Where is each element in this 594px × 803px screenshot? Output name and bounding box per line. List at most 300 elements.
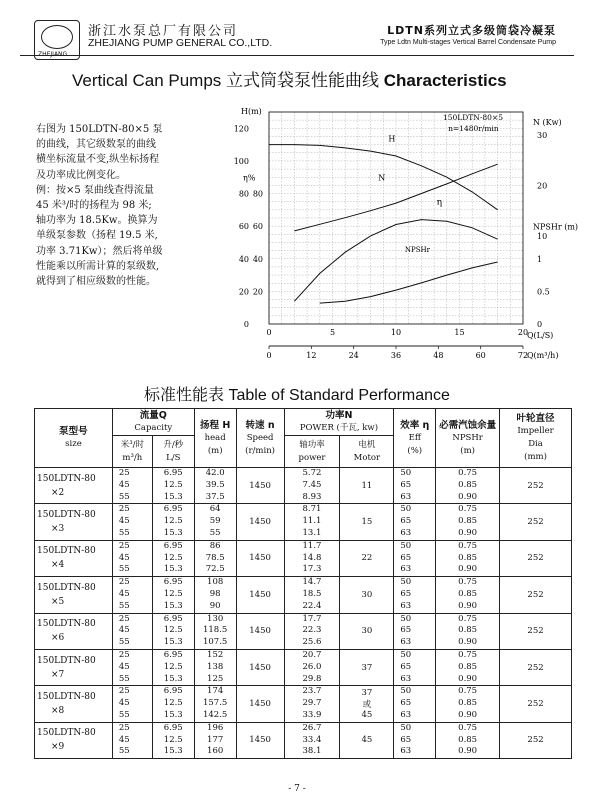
h-value: 64: [209, 504, 221, 515]
h-value: 86: [209, 540, 221, 551]
model-name: 150LDTN-80: [37, 692, 96, 703]
npsh-value: 0.85: [458, 698, 478, 709]
cell-p: [284, 540, 340, 576]
cell-p: [284, 686, 340, 722]
head-curve-label: H: [388, 134, 396, 144]
eff-value: 50: [400, 649, 412, 660]
h-tick-label: 0: [243, 320, 249, 329]
q-value: 25: [118, 504, 130, 515]
impeller-unit: (mm): [524, 452, 547, 462]
table-row: [35, 468, 572, 504]
n-tick-label: 20: [537, 181, 548, 191]
p-value: 33.4: [302, 734, 322, 745]
cell-ls: [152, 577, 194, 613]
cell-n: [236, 540, 284, 576]
eff-value: 63: [400, 637, 412, 648]
q-value: 55: [118, 564, 130, 575]
ls-value: 12.5: [163, 479, 183, 490]
cell-n: [236, 686, 284, 722]
header-divider: [20, 55, 574, 56]
d-value: 252: [527, 699, 544, 710]
shaft-label-en: power: [298, 452, 326, 463]
cell-q: [112, 540, 152, 576]
table-title: 标准性能表 Table of Standard Performance: [144, 387, 450, 404]
p-value: 33.9: [302, 709, 322, 720]
npsh-value: 0.85: [458, 552, 478, 563]
cell-npsh: [436, 468, 500, 504]
cell-motor: [340, 577, 394, 613]
p-value: 18.5: [302, 588, 322, 599]
eta-tick-label: 80: [252, 189, 263, 199]
speed-label-cn: 转速 n: [245, 419, 275, 431]
ls-value: 12.5: [163, 552, 183, 563]
d-value: 252: [527, 626, 544, 637]
table-row: [35, 613, 572, 649]
npsh-value: 0.90: [458, 564, 478, 575]
table-row: [35, 649, 572, 685]
cell-q: [112, 577, 152, 613]
h-tick-label: 100: [233, 156, 249, 166]
eff-value: 50: [400, 722, 412, 733]
npsh-value: 0.90: [458, 637, 478, 648]
x-m3h-tick-label: 12: [306, 351, 317, 360]
table-row: [35, 504, 572, 540]
speed-unit: (r/min): [245, 445, 275, 456]
head-unit: (m): [207, 445, 223, 456]
p-value: 17.7: [302, 613, 322, 624]
npshr-tick-label: 0: [537, 320, 543, 329]
impeller-label-en2: Dia: [528, 439, 543, 449]
m3h-label-en: m³/h: [122, 452, 143, 463]
q-value: 25: [118, 468, 130, 478]
eff-value: 65: [400, 625, 412, 636]
cell-p: [284, 649, 340, 685]
h-value: 90: [209, 600, 221, 611]
eff-value: 65: [400, 734, 412, 745]
x-ls-tick-label: 0: [266, 328, 272, 337]
eff-value: 63: [400, 564, 412, 575]
x-ls-tick-label: 15: [454, 328, 465, 337]
q-value: 55: [118, 673, 130, 684]
cell-n: [236, 722, 284, 758]
h-tick-label: 80: [238, 189, 249, 199]
eta-tick-label: 60: [252, 222, 263, 232]
npsh-value: 0.85: [458, 516, 478, 527]
ls-value: 15.3: [163, 673, 183, 684]
cell-h: [194, 613, 236, 649]
ls-value: 12.5: [163, 625, 183, 636]
npsh-value: 0.90: [458, 527, 478, 538]
impeller-label-en: Impeller: [517, 426, 554, 436]
motor-value: 30: [361, 589, 373, 600]
ls-value: 6.95: [163, 649, 183, 660]
h-value: 39.5: [205, 479, 225, 490]
cell-d: [500, 540, 572, 576]
company-logo: [34, 20, 80, 60]
cell-motor: [340, 468, 394, 504]
note-line: 45 米³/时的扬程为 98 米;: [36, 200, 152, 212]
npsh-value: 0.85: [458, 734, 478, 745]
ls-value: 6.95: [163, 613, 183, 624]
n-axis-label: N (Kw): [533, 118, 562, 128]
eff-value: 63: [400, 673, 412, 684]
cell-eff: [394, 577, 436, 613]
eff-unit: (%): [407, 445, 423, 456]
col-eff: [394, 409, 436, 468]
q-value: 55: [118, 637, 130, 648]
cell-d: [500, 577, 572, 613]
model-name: 150LDTN-80: [37, 619, 96, 630]
model-stages: ×6: [51, 633, 65, 644]
col-flow-m3h: [112, 436, 152, 468]
npsh-value: 0.75: [458, 468, 478, 478]
d-value: 252: [527, 517, 544, 528]
eff-value: 63: [400, 600, 412, 611]
cell-eff: [394, 468, 436, 504]
eff-value: 50: [400, 504, 412, 515]
n-tick-label: 30: [537, 130, 548, 140]
eta-tick-label: 20: [252, 287, 263, 297]
model-name: 150LDTN-80: [37, 473, 96, 484]
eff-label-en: Eff: [408, 432, 421, 443]
npsh-value: 0.75: [458, 722, 478, 733]
col-model: [35, 409, 113, 468]
eta-axis-label: η%: [243, 173, 256, 183]
cell-model: [35, 577, 113, 613]
cell-npsh: [436, 613, 500, 649]
logo-caption: ZHEJIANG: [38, 51, 68, 58]
note-line: 右图为 150LDTN-80×5 泵: [36, 124, 163, 135]
cell-model: [35, 468, 113, 504]
table-row: [35, 540, 572, 576]
model-stages: ×7: [51, 669, 65, 680]
eff-label-cn: 效率 η: [400, 419, 430, 431]
impeller-label-cn: 叶轮直径: [516, 413, 555, 424]
n-value: 1450: [249, 626, 271, 637]
p-value: 8.93: [302, 491, 322, 502]
power-label-en: POWER (千瓦, kw): [299, 423, 379, 433]
note-line: 功率 3.71Kw）；然后将单级: [36, 245, 163, 257]
cell-ls: [152, 613, 194, 649]
ls-label-cn: 升/秒: [163, 439, 184, 450]
note-line: 及功率成比例变化。: [36, 169, 126, 181]
q-value: 45: [118, 625, 130, 636]
ls-value: 6.95: [163, 540, 183, 551]
efficiency-curve-label: η: [436, 197, 443, 208]
m3h-label-cn: 米³/时: [120, 439, 144, 450]
chart-explanation: [36, 122, 226, 289]
model-label-cn: 泵型号: [59, 426, 88, 437]
h-value: 107.5: [202, 637, 228, 648]
h-value: 98: [209, 588, 221, 599]
q-value: 45: [118, 479, 130, 490]
section-title: [72, 66, 507, 91]
cell-q: [112, 468, 152, 504]
npsh-value: 0.75: [458, 540, 478, 551]
cell-d: [500, 613, 572, 649]
note-line: 轴功率为 18.5Kw。换算为: [36, 215, 158, 227]
eff-value: 65: [400, 661, 412, 672]
ls-value: 15.3: [163, 709, 183, 720]
npsh-value: 0.85: [458, 661, 478, 672]
cell-npsh: [436, 540, 500, 576]
cell-h: [194, 504, 236, 540]
ls-value: 12.5: [163, 661, 183, 672]
model-name: 150LDTN-80: [37, 546, 96, 557]
power-curve-label: N: [378, 173, 386, 183]
q-value: 55: [118, 600, 130, 611]
cell-ls: [152, 540, 194, 576]
page-header: [0, 0, 594, 62]
x-m3h-tick-label: 0: [266, 351, 272, 360]
d-value: 252: [527, 662, 544, 673]
cell-h: [194, 686, 236, 722]
n-value: 1450: [249, 699, 271, 710]
model-name: 150LDTN-80: [37, 510, 96, 521]
col-head: [194, 409, 236, 468]
h-value: 108: [207, 577, 224, 588]
motor-value: 45: [361, 735, 373, 746]
q-value: 45: [118, 661, 130, 672]
note-line: 的曲线，其它级数泵的曲线: [36, 139, 156, 151]
model-stages: ×3: [51, 524, 65, 535]
p-value: 20.7: [302, 649, 322, 660]
h-value: 160: [207, 746, 224, 757]
ls-value: 12.5: [163, 588, 183, 599]
cell-model: [35, 540, 113, 576]
cell-d: [500, 649, 572, 685]
legend-speed: n=1480r/min: [448, 124, 499, 133]
cell-n: [236, 468, 284, 504]
x-m3h-tick-label: 24: [348, 351, 359, 360]
company-name-cn: 浙江水泵总厂有限公司: [88, 24, 239, 39]
h-axis-label: H(m): [241, 107, 262, 116]
h-tick-label: 60: [238, 222, 249, 232]
motor-value: 11: [361, 480, 373, 491]
model-name: 150LDTN-80: [37, 728, 96, 739]
motor-value: 22: [361, 553, 373, 564]
cell-d: [500, 504, 572, 540]
x-m3h-axis-label: Q(m³/h): [527, 351, 559, 360]
cell-motor: [340, 540, 394, 576]
h-value: 78.5: [205, 552, 225, 563]
x-m3h-tick-label: 36: [390, 351, 402, 360]
col-flow: [112, 409, 194, 436]
cell-ls: [152, 649, 194, 685]
x-ls-tick-label: 5: [329, 328, 336, 337]
col-power: [284, 409, 394, 436]
x-ls-axis-label: Q(L/S): [527, 331, 554, 340]
q-value: 25: [118, 577, 130, 588]
h-tick-label: 120: [233, 124, 249, 134]
eff-value: 65: [400, 552, 412, 563]
ls-value: 12.5: [163, 734, 183, 745]
motor-value: 15: [361, 517, 373, 528]
eff-value: 50: [400, 577, 412, 588]
h-value: 142.5: [202, 709, 228, 720]
n-value: 1450: [249, 735, 271, 746]
section-title-en: Vertical Can Pumps: [72, 71, 222, 90]
eff-value: 63: [400, 491, 412, 502]
h-value: 138: [207, 661, 224, 672]
npsh-value: 0.85: [458, 479, 478, 490]
cell-ls: [152, 504, 194, 540]
h-value: 174: [207, 686, 224, 697]
eff-value: 63: [400, 527, 412, 538]
p-value: 22.3: [302, 625, 322, 636]
eff-value: 65: [400, 516, 412, 527]
n-value: 1450: [249, 589, 271, 600]
pump-logo-icon: [41, 25, 73, 49]
cell-n: [236, 613, 284, 649]
cell-p: [284, 504, 340, 540]
cell-eff: [394, 613, 436, 649]
cell-p: [284, 577, 340, 613]
p-value: 8.71: [302, 504, 322, 515]
head-label-cn: 扬程 H: [200, 419, 231, 431]
motor-value: 30: [361, 626, 373, 637]
d-value: 252: [527, 553, 544, 564]
cell-eff: [394, 722, 436, 758]
cell-ls: [152, 722, 194, 758]
q-value: 45: [118, 588, 130, 599]
model-stages: ×8: [51, 706, 65, 717]
series-title-cn: LDTN系列立式多级筒袋冷凝泵: [387, 24, 556, 37]
model-name: 150LDTN-80: [37, 655, 96, 666]
ls-value: 6.95: [163, 504, 183, 515]
npsh-value: 0.90: [458, 746, 478, 757]
x-ls-tick-label: 20: [517, 328, 529, 337]
h-value: 42.0: [205, 468, 225, 478]
cell-q: [112, 613, 152, 649]
npshr-label-cn: 必需汽蚀余量: [439, 419, 497, 431]
motor-label-cn: 电机: [358, 439, 376, 450]
x-m3h-tick-label: 48: [433, 351, 444, 360]
cell-d: [500, 722, 572, 758]
cell-motor: [340, 686, 394, 722]
q-value: 25: [118, 613, 130, 624]
cell-npsh: [436, 649, 500, 685]
q-value: 45: [118, 698, 130, 709]
cell-motor: [340, 649, 394, 685]
ls-value: 6.95: [163, 722, 183, 733]
cell-q: [112, 504, 152, 540]
model-stages: ×5: [51, 596, 65, 607]
cell-p: [284, 722, 340, 758]
eff-value: 63: [400, 709, 412, 720]
d-value: 252: [527, 735, 544, 746]
shaft-label-cn: 轴功率: [299, 439, 325, 450]
p-value: 14.7: [302, 577, 322, 588]
eff-value: 65: [400, 698, 412, 709]
cell-npsh: [436, 577, 500, 613]
n-value: 1450: [249, 553, 271, 564]
d-value: 252: [527, 480, 544, 491]
n-value: 1450: [249, 480, 271, 491]
motor-label-en: Motor: [353, 452, 381, 463]
flow-label-en: Capacity: [134, 423, 173, 433]
h-value: 130: [207, 613, 224, 624]
npshr-label-en: NPSHr: [452, 432, 483, 443]
section-title-en2: Characteristics: [383, 71, 507, 90]
cell-q: [112, 649, 152, 685]
series-title-en: Type Ldtn Multi-stages Vertical Barrel Condensate Pump: [380, 39, 556, 46]
h-value: 152: [207, 649, 224, 660]
npsh-value: 0.75: [458, 504, 478, 515]
eta-tick-label: 40: [252, 254, 263, 264]
cell-eff: [394, 540, 436, 576]
q-value: 25: [118, 686, 130, 697]
cell-h: [194, 577, 236, 613]
p-value: 11.1: [302, 516, 322, 527]
cell-h: [194, 468, 236, 504]
npsh-value: 0.75: [458, 577, 478, 588]
ls-value: 15.3: [163, 637, 183, 648]
flow-label-cn: 流量Q: [139, 410, 167, 421]
model-stages: ×4: [51, 560, 65, 571]
q-value: 25: [118, 540, 130, 551]
npshr-tick-label: 1: [537, 254, 543, 264]
note-line: 单级泵参数（扬程 19.5 米,: [36, 230, 158, 242]
x-ls-tick-label: 10: [390, 328, 402, 337]
p-value: 17.3: [302, 564, 322, 575]
h-value: 157.5: [202, 698, 228, 709]
n-value: 1450: [249, 517, 271, 528]
ls-value: 12.5: [163, 698, 183, 709]
ls-value: 6.95: [163, 577, 183, 588]
table-row: [35, 722, 572, 758]
cell-p: [284, 468, 340, 504]
cell-n: [236, 504, 284, 540]
npsh-value: 0.75: [458, 613, 478, 624]
cell-model: [35, 686, 113, 722]
cell-eff: [394, 649, 436, 685]
npshr-curve-label: NPSHr: [404, 246, 430, 255]
cell-h: [194, 649, 236, 685]
cell-n: [236, 577, 284, 613]
ls-value: 15.3: [163, 491, 183, 502]
q-value: 25: [118, 649, 130, 660]
p-value: 29.7: [302, 698, 322, 709]
npsh-value: 0.85: [458, 588, 478, 599]
speed-label-en: Speed: [246, 432, 274, 443]
cell-npsh: [436, 686, 500, 722]
cell-h: [194, 540, 236, 576]
performance-table: [34, 408, 572, 759]
q-value: 55: [118, 746, 130, 757]
h-value: 118.5: [202, 625, 228, 636]
cell-q: [112, 686, 152, 722]
npshr-tick-label: 0.5: [537, 287, 550, 297]
table-row: [35, 686, 572, 722]
ls-value: 15.3: [163, 564, 183, 575]
cell-h: [194, 722, 236, 758]
x-m3h-tick-label: 60: [475, 351, 486, 360]
col-impeller: [500, 409, 572, 468]
p-value: 38.1: [302, 746, 322, 757]
q-value: 55: [118, 491, 130, 502]
cell-ls: [152, 686, 194, 722]
table-row: [35, 577, 572, 613]
cell-model: [35, 722, 113, 758]
ls-value: 12.5: [163, 516, 183, 527]
npshr-axis-label: NPSHr (m): [533, 222, 579, 232]
note-line: 性能乘以所需计算的泵级数,: [36, 260, 160, 272]
ls-value: 15.3: [163, 527, 183, 538]
q-value: 45: [118, 516, 130, 527]
power-label-cn: 功率N: [325, 410, 353, 421]
cell-ls: [152, 468, 194, 504]
